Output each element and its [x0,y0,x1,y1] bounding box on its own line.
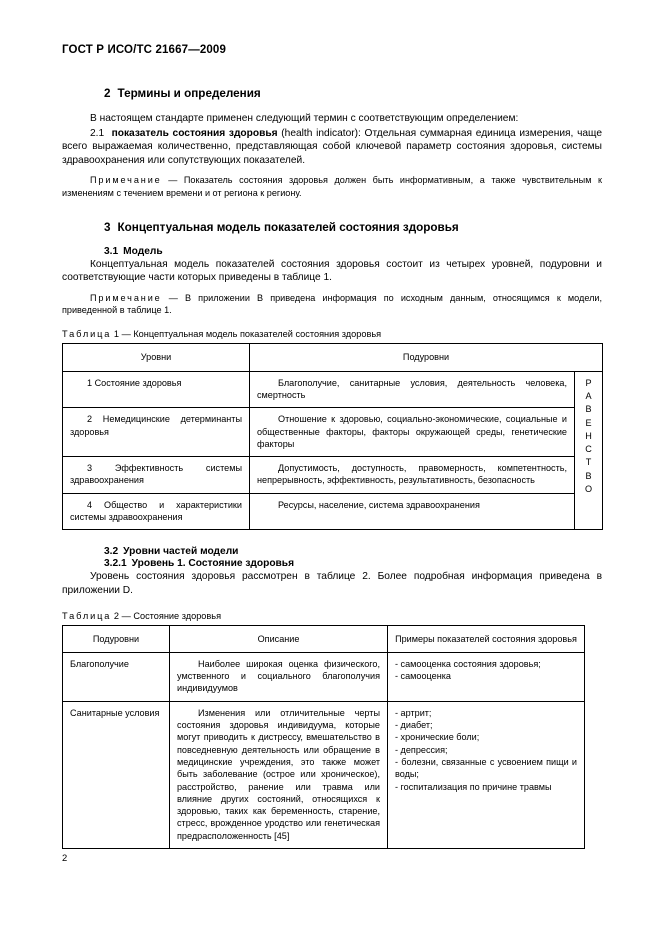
equity-letter: С [585,444,592,455]
table-1-header-levels: Уровни [63,344,250,371]
table-2-header-description: Описание [170,625,388,652]
heading-section-3-2 [62,546,602,557]
table-1-header-row [63,344,603,371]
heading-section-3-2-title: Уровни частей модели [123,546,239,558]
list-item: - артрит; [395,707,432,718]
table-1-caption-label: Таблица [62,329,112,340]
table-2-caption-label: Таблица [62,610,112,621]
section-2-note [62,174,602,198]
equity-letter-stack [582,377,595,497]
table-1-caption-number: 1 [113,329,120,340]
heading-section-3-title: Концептуальная модель показателей состояния здоровья [117,220,459,234]
section-3-1-paragraph: Концептуальная модель показателей состояния здоровья состоит из четырех уровней, подуровни и соответствующие части которых приведены в таблице 1. [62,258,602,284]
table-1 [62,343,603,530]
table-row [63,652,585,701]
table-2-sublevel-2: Санитарные условия [63,701,170,848]
table-1-header-sublevels: Подуровни [250,344,603,371]
table-row [63,701,585,848]
section-3-1-note [62,292,602,316]
list-item: - болезни, связанные с усвоением пищи и воды; [395,756,577,780]
table-2-header-sublevels: Подуровни [63,625,170,652]
list-item: - самооценка состояния здоровья; [395,658,541,669]
table-1-level-3: 3 Эффективность системы здравоохранения [63,457,250,494]
heading-section-3-1 [62,246,602,257]
equity-letter: А [585,390,592,401]
page-content [62,44,602,849]
table-1-sublevels-2: Отношение к здоровью, социально-экономические, социальные и общественные факторы, факторы окружающей среды, генетические факторы [250,408,575,457]
table-2-description-2: Изменения или отличительные черты состояния здоровья индивидуума, которые могут приводить к дистрессу, вмешательство в повседневную деятельность или обращение в медицинские учреждения, это также может быть заболевание (острое или хроническое), расстройство, ранение или травма или влияние других состояний, относящихся к здоровью, таких как беременность, старение, стресс, врожденное уродство или генетическая предрасположенность [45] [170,701,388,848]
note-text: — В приложении В приведена информация по исходным данным, относящимся к модели, приведенной в таблице 1. [62,292,602,316]
note-text: — Показатель состояния здоровья должен быть информативным, а также чувствительным к изменениям с течением времени и от региона к региону. [62,175,602,198]
heading-section-3-2-1-title: Уровень 1. Состояние здоровья [131,558,295,570]
heading-section-2-number: 2 [104,87,111,100]
list-item: - депрессия; [395,744,448,755]
table-row [63,457,603,494]
table-1-sublevels-4: Ресурсы, население, система здравоохранения [250,493,575,530]
list-item: - хронические боли; [395,732,480,743]
page-number: 2 [62,852,68,863]
table-row [63,371,603,408]
list-item: - диабет; [395,720,433,731]
table-row [63,493,603,530]
heading-section-3-1-title: Модель [123,245,163,257]
heading-section-3-1-number: 3.1 [104,245,119,257]
table-2-header-row [63,625,585,652]
heading-section-3-2-1 [62,558,602,569]
term-definition-text: (health indicator): Отдельная суммарная единица измерения, чаще всего выражаемая количественно, представляющая собой ключевой параметр состояния здоровья, системы здравоохранения или сопутствующих показателей. [62,127,602,166]
heading-section-3-2-1-number: 3.2.1 [104,558,127,570]
table-2-header-examples: Примеры показателей состояния здоровья [388,625,585,652]
note-label: Примечание [90,292,162,303]
table-2 [62,625,585,849]
table-1-caption-text: — Концептуальная модель показателей состояния здоровья [121,329,382,340]
table-1-sublevels-3: Допустимость, доступность, правомерность, компетентность, непрерывность, эффективность, результативность, безопасность [250,457,575,494]
term-name: показатель состояния здоровья [111,127,278,139]
table-2-description-1: Наиболее широкая оценка физического, умственного и социального благополучия индивидуумов [170,652,388,701]
term-definition-paragraph [62,127,602,168]
table-1-caption [62,329,602,339]
table-2-caption-text: — Состояние здоровья [121,610,222,621]
equity-letter: Р [585,377,592,388]
equity-letter: В [585,404,592,415]
table-1-sublevels-1: Благополучие, санитарные условия, деятельность человека, смертность [250,371,575,408]
table-2-sublevel-1: Благополучие [63,652,170,701]
equity-letter: Е [585,417,592,428]
table-2-caption [62,611,602,621]
equity-letter: В [585,470,592,481]
table-row [63,408,603,457]
section-3-2-1-paragraph: Уровень состояния здоровья рассмотрен в таблице 2. Более подробная информация приведена в приложении D. [62,571,602,596]
table-2-examples-2 [388,701,585,848]
table-1-equity-column [575,371,603,530]
equity-letter: Н [585,430,592,441]
heading-section-2-title: Термины и определения [117,87,261,100]
list-item: - самооценка [395,671,451,682]
equity-letter: Т [585,457,592,468]
table-2-caption-number: 2 [113,610,120,621]
table-1-level-4: 4 Общество и характеристики системы здравоохранения [63,493,250,530]
term-number: 2.1 [90,127,105,139]
note-label: Примечание [90,175,162,186]
table-1-level-1: 1 Состояние здоровья [63,371,250,408]
heading-section-3 [62,221,602,234]
heading-section-2 [62,87,602,100]
running-header: ГОСТ Р ИСО/ТС 21667—2009 [62,44,227,56]
section-2-intro-paragraph: В настоящем стандарте применен следующий термин с соответствующим определением: [90,113,519,124]
equity-letter: О [584,484,593,495]
heading-section-3-2-number: 3.2 [104,546,119,558]
list-item: - госпитализация по причине травмы [395,781,552,792]
table-1-level-2: 2 Немедицинские детерминанты здоровья [63,408,250,457]
heading-section-3-number: 3 [104,220,111,234]
table-2-examples-1 [388,652,585,701]
